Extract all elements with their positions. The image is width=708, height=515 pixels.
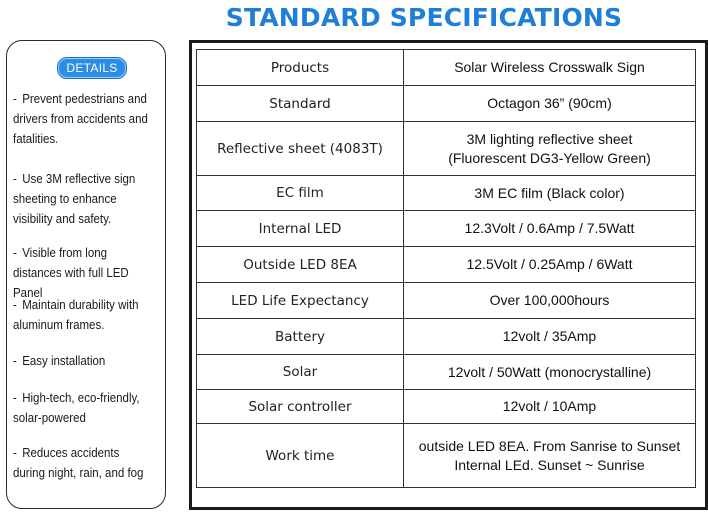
- spec-label: Outside LED 8EA: [197, 247, 404, 283]
- spec-value: outside LED 8EA. From Sanrise to Sunset Internal LEd. Sunset ~ Sunrise: [404, 424, 696, 488]
- spec-value: 3M EC film (Black color): [404, 176, 696, 211]
- spec-value: 12volt / 35Amp: [404, 319, 696, 355]
- spec-value: 12volt / 10Amp: [404, 390, 696, 424]
- details-item: - Reduces accidents during night, rain, and fog: [13, 446, 144, 480]
- spec-value: Octagon 36” (90cm): [404, 86, 696, 122]
- spec-label: EC film: [197, 176, 404, 211]
- spec-value: 12.3Volt / 0.6Amp / 7.5Watt: [404, 211, 696, 247]
- spec-row: [197, 424, 696, 488]
- spec-row: [197, 247, 696, 283]
- spec-row: [197, 86, 696, 122]
- details-badge: DETAILS: [57, 57, 127, 79]
- details-item: - Prevent pedestrians and drivers from accidents and fatalities.: [13, 92, 148, 146]
- details-panel: [6, 40, 166, 509]
- spec-value: 12volt / 50Watt (monocrystalline): [404, 355, 696, 390]
- spec-label: Standard: [197, 86, 404, 122]
- spec-label: Reflective sheet (4083T): [197, 122, 404, 176]
- details-item: - Use 3M reflective sign sheeting to enhance visibility and safety.: [13, 172, 136, 226]
- details-item: - Easy installation: [13, 354, 106, 368]
- spec-value: 3M lighting reflective sheet (Fluorescent DG3-Yellow Green): [404, 122, 696, 176]
- spec-row: [197, 50, 696, 86]
- spec-label: Solar: [197, 355, 404, 390]
- spec-row: [197, 176, 696, 211]
- spec-label: Internal LED: [197, 211, 404, 247]
- spec-row: [197, 211, 696, 247]
- spec-label: Work time: [197, 424, 404, 488]
- details-item: - Maintain durability with aluminum frames.: [13, 298, 139, 332]
- spec-label: Solar controller: [197, 390, 404, 424]
- spec-row: [197, 283, 696, 319]
- details-item: - High-tech, eco-friendly, solar-powered: [13, 391, 140, 425]
- spec-value: Solar Wireless Crosswalk Sign: [404, 50, 696, 86]
- spec-row: [197, 122, 696, 176]
- details-item: - Visible from long distances with full LED Panel: [13, 246, 129, 300]
- page-title: STANDARD SPECIFICATIONS: [225, 3, 623, 32]
- spec-label: Products: [197, 50, 404, 86]
- spec-value: 12.5Volt / 0.25Amp / 6Watt: [404, 247, 696, 283]
- spec-label: Battery: [197, 319, 404, 355]
- spec-value: Over 100,000hours: [404, 283, 696, 319]
- spec-table: [196, 49, 696, 488]
- spec-label: LED Life Expectancy: [197, 283, 404, 319]
- spec-row: [197, 390, 696, 424]
- spec-row: [197, 319, 696, 355]
- spec-row: [197, 355, 696, 390]
